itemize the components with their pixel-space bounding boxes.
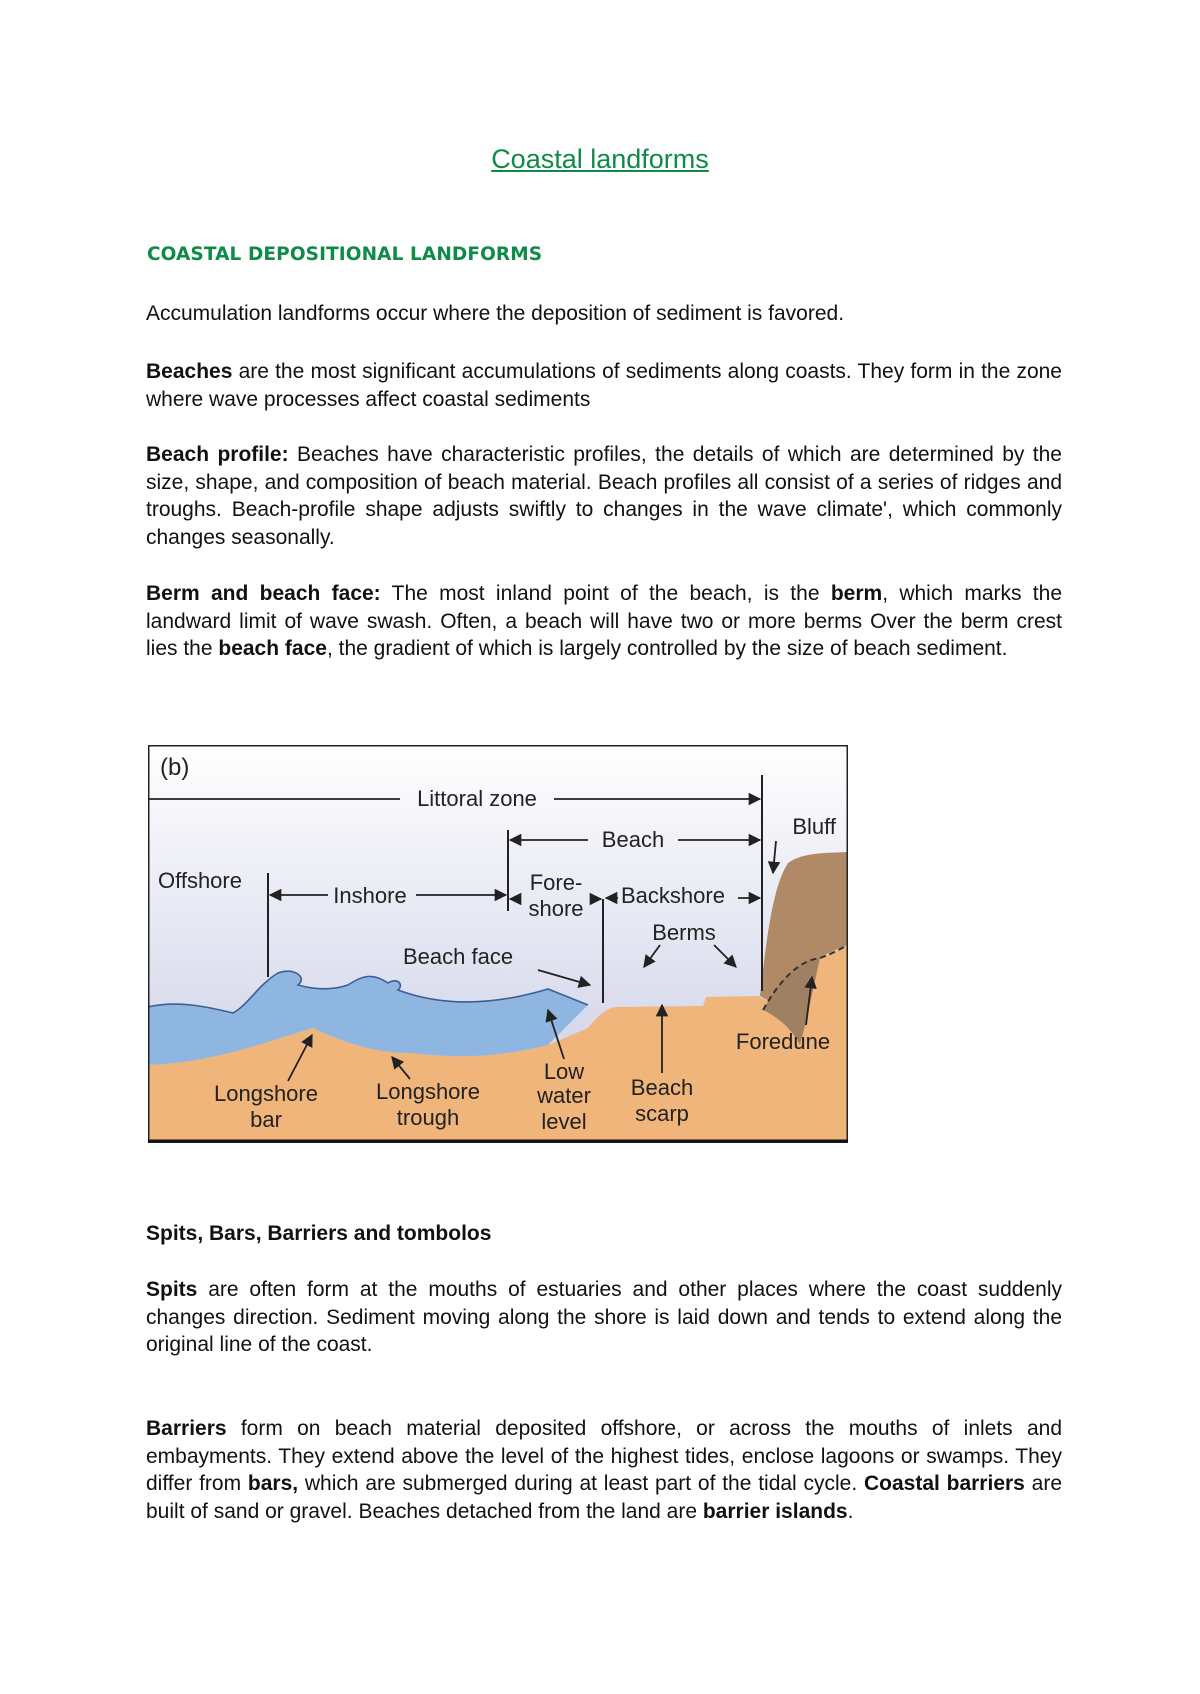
beach-profile-svg	[148, 745, 848, 1143]
label-foreshore-line2: shore	[528, 896, 584, 921]
label-longshore-bar-line2: bar	[250, 1107, 282, 1132]
figure-panel-label: (b)	[160, 754, 190, 781]
bars-term: bars,	[247, 1472, 299, 1495]
beaches-term: Beaches	[146, 360, 233, 383]
label-longshore-bar-line1: Longshore	[214, 1081, 318, 1106]
label-offshore: Offshore	[158, 868, 242, 893]
beach-profile-diagram	[148, 745, 848, 1143]
label-bluff: Bluff	[792, 814, 836, 839]
intro-paragraph: Accumulation landforms occur where the deposition of sediment is favored.	[146, 302, 845, 325]
beaches-paragraph	[146, 358, 1062, 413]
barriers-text-2: which are submerged during at least part of the tidal cycle.	[298, 1472, 864, 1495]
spits-paragraph	[146, 1276, 1062, 1359]
barriers-text-3: are built of sand or gravel. Beaches detached from the land are	[146, 1472, 1062, 1523]
page-title: Coastal landforms	[491, 144, 709, 174]
label-beach-scarp-line1: Beach	[630, 1075, 694, 1100]
beach-face-term: beach face	[218, 637, 327, 660]
coastal-barriers-term: Coastal barriers	[863, 1472, 1025, 1495]
berm-term: Berm and beach face:	[146, 582, 381, 605]
beaches-text: are the most significant accumulations of sediments along coasts. They form in the zone where wave processes affect coastal sediments	[146, 360, 1062, 411]
label-low-water-line3: level	[541, 1109, 587, 1134]
label-beach-face: Beach face	[403, 944, 514, 969]
barriers-paragraph	[146, 1415, 1062, 1525]
beach-profile-paragraph	[146, 441, 1062, 551]
section-heading: COASTAL DEPOSITIONAL LANDFORMS	[147, 244, 543, 265]
berm-paragraph	[146, 580, 1062, 663]
spits-term: Spits	[146, 1278, 198, 1301]
barriers-text-1: form on beach material deposited offshore, or across the mouths of inlets and embayments. They extend above the level of the highest tides, enclose lagoons or swamps. They differ from	[146, 1417, 1062, 1495]
label-low-water-line2: water	[537, 1083, 591, 1108]
label-low-water-line1: Low	[543, 1059, 585, 1084]
label-littoral-zone: Littoral zone	[417, 786, 537, 811]
label-berms: Berms	[652, 920, 716, 945]
berm-text-3: , the gradient of which is largely controlled by the size of beach sediment.	[326, 637, 1008, 660]
label-longshore-trough-line2: trough	[396, 1105, 460, 1130]
spits-text: are often form at the mouths of estuaries and other places where the coast suddenly changes direction. Sediment moving along the shore is laid down and tends to extend along the original line of the coast.	[146, 1278, 1062, 1356]
berm-text-2: , which marks the landward limit of wave swash. Often, a beach will have two or more berms Over the berm crest lies the	[146, 582, 1063, 660]
label-foreshore-line1: Fore-	[529, 870, 583, 895]
beach-profile-text: Beaches have characteristic profiles, the details of which are determined by the size, shape, and composition of beach material. Beach profiles all consist of a series of ridges and troughs. Beach-profile shape adjusts swiftly to changes in the wave climate', which commonly changes seasonally.	[146, 443, 1062, 549]
label-longshore-trough-line1: Longshore	[376, 1079, 480, 1104]
label-beach-scarp-line2: scarp	[635, 1101, 689, 1126]
label-foredune: Foredune	[735, 1029, 831, 1054]
label-backshore: Backshore	[621, 883, 725, 908]
label-beach: Beach	[601, 827, 665, 852]
berm-text-1: The most inland point of the beach, is the	[380, 582, 831, 605]
label-inshore: Inshore	[333, 883, 407, 908]
barriers-term: Barriers	[146, 1417, 227, 1440]
berm-term-2: berm	[830, 582, 883, 605]
beach-profile-term: Beach profile:	[146, 443, 289, 466]
barrier-islands-term: barrier islands	[702, 1499, 848, 1523]
spits-heading: Spits, Bars, Barriers and tombolos	[146, 1222, 492, 1245]
barriers-text-4: .	[847, 1499, 854, 1523]
